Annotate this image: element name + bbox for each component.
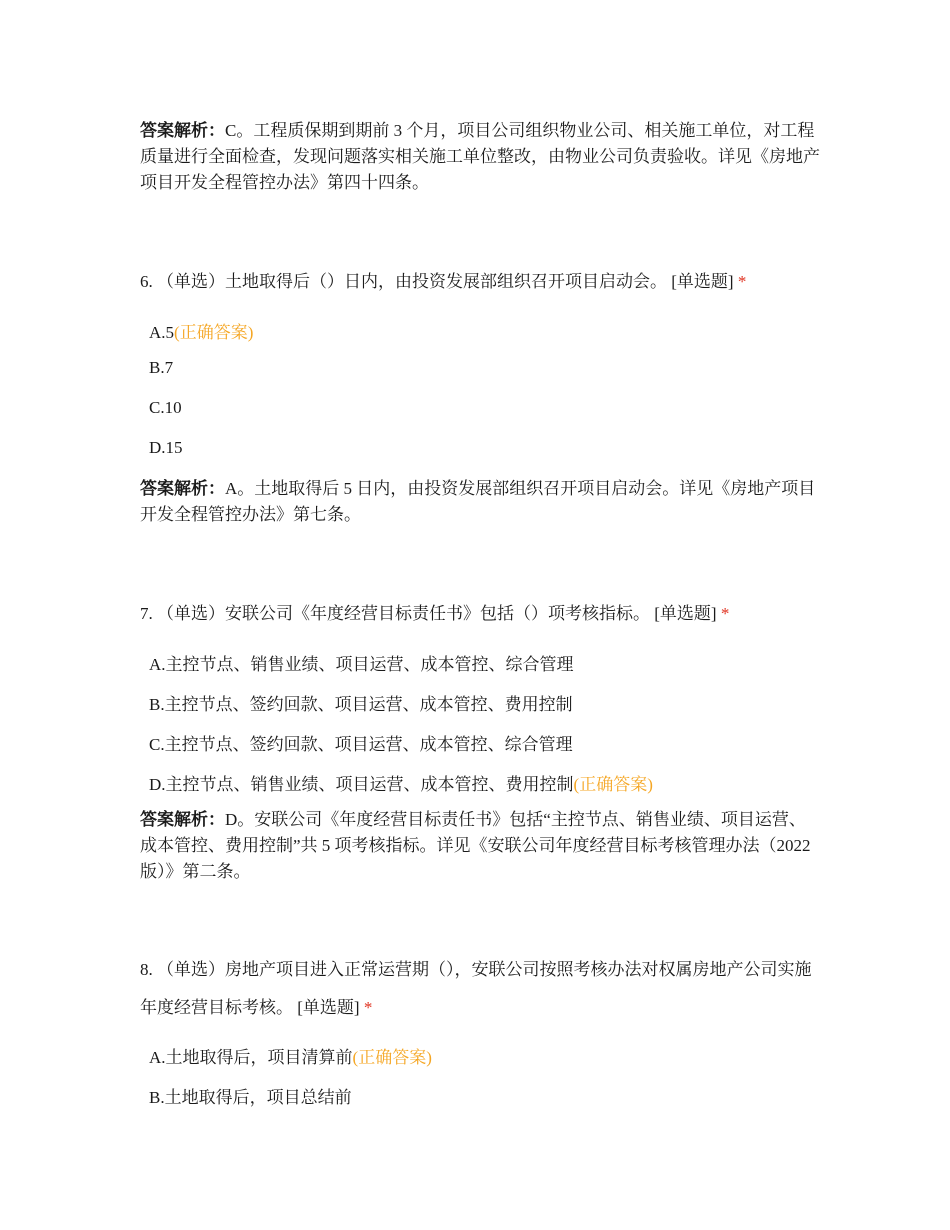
option-label: A.5: [149, 323, 175, 342]
question-6: [140, 263, 820, 301]
analysis-q7: [140, 807, 820, 885]
question-text: 8. （单选）房地产项目进入正常运营期（），安联公司按照考核办法对权属房地产公司实施年度经营目标考核。 [单选题]: [140, 960, 812, 1017]
q6-option-a: [149, 318, 253, 343]
correct-answer-tag: (正确答案): [174, 323, 254, 342]
analysis-label: 答案解析：: [140, 810, 225, 830]
question-text: 6. （单选）土地取得后（）日内，由投资发展部组织召开项目启动会。 [单选题]: [140, 272, 734, 291]
q7-option-b: B.主控节点、签约回款、项目运营、成本管控、费用控制: [149, 695, 573, 714]
analysis-text: C。工程质保期到期前 3 个月，项目公司组织物业公司、相关施工单位，对工程质量进行全面检查，发现问题落实相关施工单位整改，由物业公司负责验收。详见《房地产项目开发全程管控办法》第四十四条。: [140, 121, 820, 192]
analysis-label: 答案解析：: [140, 121, 225, 141]
analysis-q5: [140, 118, 820, 196]
question-text: 7. （单选）安联公司《年度经营目标责任书》包括（）项考核指标。 [单选题]: [140, 604, 717, 623]
analysis-text: D。安联公司《年度经营目标责任书》包括“主控节点、销售业绩、项目运营、成本管控、费用控制”共 5 项考核指标。详见《安联公司年度经营目标考核管理办法（2022 版）》第二条。: [140, 810, 811, 881]
q7-option-c: C.主控节点、签约回款、项目运营、成本管控、综合管理: [149, 735, 573, 754]
required-marker: *: [720, 604, 730, 623]
q8-option-b: B.土地取得后，项目总结前: [149, 1088, 352, 1107]
option-label: A.土地取得后，项目清算前: [149, 1048, 353, 1067]
q6-option-c: C.10: [149, 398, 182, 417]
q7-option-a: A.主控节点、销售业绩、项目运营、成本管控、综合管理: [149, 655, 574, 674]
q7-option-d: [149, 770, 653, 795]
analysis-label: 答案解析：: [140, 479, 225, 499]
q6-option-b: B.7: [149, 358, 174, 377]
q6-option-d: D.15: [149, 438, 183, 457]
q8-option-a: [149, 1043, 432, 1068]
analysis-q6: [140, 476, 820, 528]
required-marker: *: [363, 998, 373, 1017]
question-7: [140, 595, 820, 633]
analysis-text: A。土地取得后 5 日内，由投资发展部组织召开项目启动会。详见《房地产项目开发全程管控办法》第七条。: [140, 479, 816, 524]
correct-answer-tag: (正确答案): [573, 775, 653, 794]
correct-answer-tag: (正确答案): [352, 1048, 432, 1067]
option-label: D.主控节点、销售业绩、项目运营、成本管控、费用控制: [149, 775, 574, 794]
required-marker: *: [737, 272, 747, 291]
question-8: [140, 951, 820, 1027]
